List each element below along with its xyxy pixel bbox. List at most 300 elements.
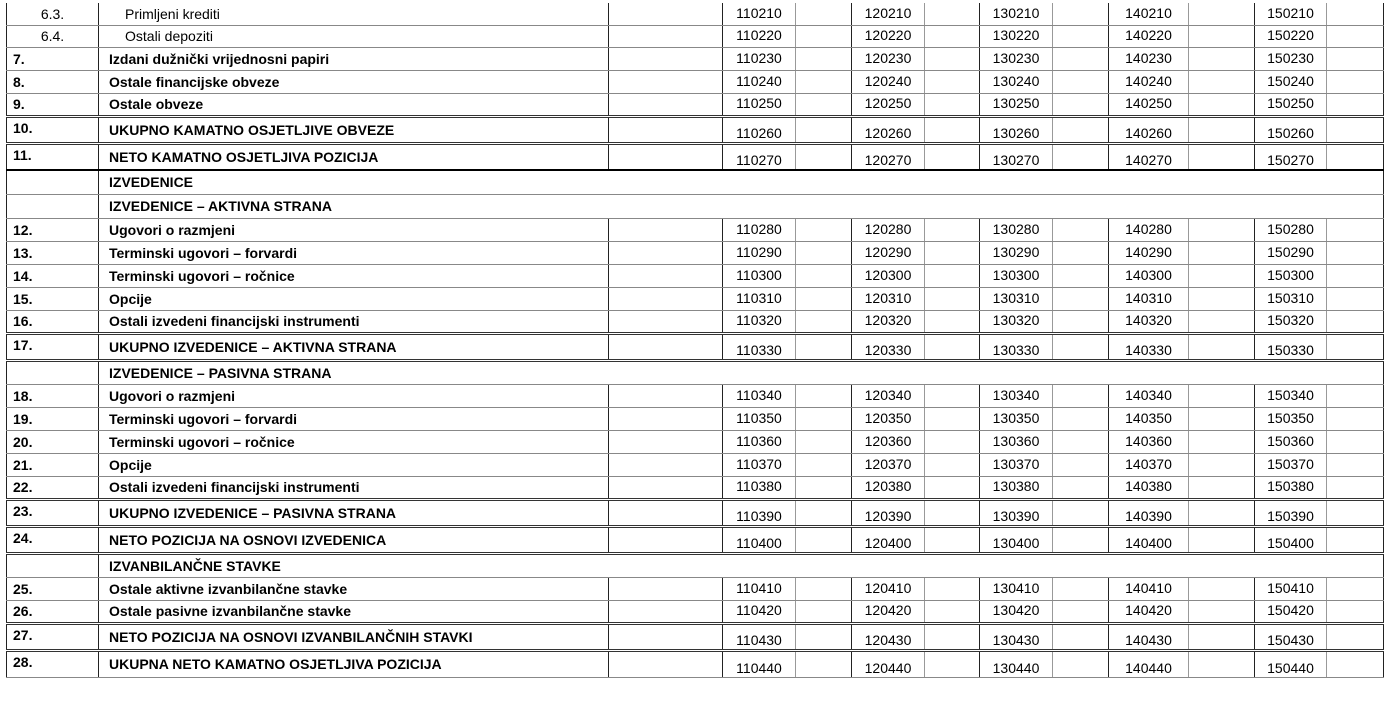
row-code: 110400	[723, 526, 796, 553]
row-label: Terminski ugovori – forvardi	[99, 241, 609, 264]
row-code: 140430	[1109, 623, 1189, 650]
value-cell[interactable]	[1053, 600, 1109, 623]
value-cell[interactable]	[1327, 93, 1384, 116]
row-label: Terminski ugovori – ročnice	[99, 430, 609, 453]
value-cell[interactable]	[1053, 218, 1109, 241]
value-cell[interactable]	[1189, 600, 1255, 623]
row-label: Ostali izvedeni financijski instrumenti	[99, 310, 609, 333]
row-code: 150360	[1255, 430, 1327, 453]
row-code: 110310	[723, 287, 796, 310]
value-cell-description[interactable]	[609, 577, 723, 600]
value-cell-description[interactable]	[609, 241, 723, 264]
row-code: 140410	[1109, 577, 1189, 600]
value-cell-description[interactable]	[609, 476, 723, 499]
row-code: 150260	[1255, 116, 1327, 143]
row-code: 130270	[980, 143, 1053, 170]
value-cell-description[interactable]	[609, 47, 723, 70]
value-cell[interactable]	[1327, 218, 1384, 241]
value-cell[interactable]	[925, 600, 980, 623]
row-code: 140210	[1109, 3, 1189, 25]
table-row	[7, 287, 1384, 310]
row-label: Ugovori o razmjeni	[99, 218, 609, 241]
value-cell[interactable]	[925, 143, 980, 170]
row-code: 140380	[1109, 476, 1189, 499]
value-cell[interactable]	[796, 623, 852, 650]
value-cell[interactable]	[1053, 264, 1109, 287]
row-number: 26.	[7, 600, 99, 623]
row-code: 130390	[980, 499, 1053, 526]
value-cell[interactable]	[1327, 310, 1384, 333]
value-cell-description[interactable]	[609, 333, 723, 360]
row-code: 130310	[980, 287, 1053, 310]
value-cell[interactable]	[796, 143, 852, 170]
value-cell-description[interactable]	[609, 623, 723, 650]
row-label: Primljeni krediti	[99, 3, 609, 25]
section-title: IZVEDENICE – AKTIVNA STRANA	[99, 194, 1384, 218]
row-code: 140320	[1109, 310, 1189, 333]
value-cell[interactable]	[1053, 623, 1109, 650]
row-code: 150390	[1255, 499, 1327, 526]
value-cell[interactable]	[1053, 453, 1109, 476]
row-code: 130330	[980, 333, 1053, 360]
row-label: NETO KAMATNO OSJETLJIVA POZICIJA	[99, 143, 609, 170]
value-cell[interactable]	[925, 3, 980, 25]
table-row	[7, 310, 1384, 333]
value-cell[interactable]	[1327, 453, 1384, 476]
row-code: 140340	[1109, 384, 1189, 407]
row-code: 120350	[852, 407, 925, 430]
row-label: Ostale financijske obveze	[99, 70, 609, 93]
row-code: 140260	[1109, 116, 1189, 143]
value-cell[interactable]	[796, 407, 852, 430]
value-cell[interactable]	[796, 577, 852, 600]
value-cell[interactable]	[1189, 47, 1255, 70]
row-code: 130410	[980, 577, 1053, 600]
row-code: 150340	[1255, 384, 1327, 407]
row-number	[7, 553, 99, 577]
value-cell[interactable]	[1327, 499, 1384, 526]
row-code: 120320	[852, 310, 925, 333]
row-code: 130400	[980, 526, 1053, 553]
row-code: 130440	[980, 650, 1053, 677]
row-code: 120270	[852, 143, 925, 170]
row-code: 130250	[980, 93, 1053, 116]
row-code: 110290	[723, 241, 796, 264]
value-cell-description[interactable]	[609, 70, 723, 93]
section-title: IZVEDENICE – PASIVNA STRANA	[99, 360, 1384, 384]
value-cell[interactable]	[925, 623, 980, 650]
section-title: IZVANBILANČNE STAVKE	[99, 553, 1384, 577]
row-code: 150330	[1255, 333, 1327, 360]
table-row	[7, 526, 1384, 553]
row-code: 140280	[1109, 218, 1189, 241]
row-label: Terminski ugovori – forvardi	[99, 407, 609, 430]
value-cell[interactable]	[925, 47, 980, 70]
row-code: 150300	[1255, 264, 1327, 287]
value-cell-description[interactable]	[609, 526, 723, 553]
value-cell[interactable]	[1053, 47, 1109, 70]
row-code: 110250	[723, 93, 796, 116]
value-cell[interactable]	[1053, 93, 1109, 116]
value-cell-description[interactable]	[609, 453, 723, 476]
value-cell[interactable]	[1189, 333, 1255, 360]
value-cell[interactable]	[796, 333, 852, 360]
row-code: 110320	[723, 310, 796, 333]
value-cell[interactable]	[1189, 623, 1255, 650]
value-cell[interactable]	[1189, 407, 1255, 430]
value-cell[interactable]	[796, 384, 852, 407]
row-number	[7, 170, 99, 194]
row-code: 120230	[852, 47, 925, 70]
row-label: UKUPNO KAMATNO OSJETLJIVE OBVEZE	[99, 116, 609, 143]
value-cell[interactable]	[925, 384, 980, 407]
value-cell[interactable]	[925, 577, 980, 600]
row-code: 140230	[1109, 47, 1189, 70]
value-cell[interactable]	[1327, 407, 1384, 430]
value-cell[interactable]	[1053, 143, 1109, 170]
row-code: 120390	[852, 499, 925, 526]
row-code: 130260	[980, 116, 1053, 143]
row-label: UKUPNA NETO KAMATNO OSJETLJIVA POZICIJA	[99, 650, 609, 677]
value-cell[interactable]	[925, 287, 980, 310]
value-cell[interactable]	[1189, 310, 1255, 333]
value-cell[interactable]	[925, 218, 980, 241]
row-code: 110300	[723, 264, 796, 287]
row-code: 140300	[1109, 264, 1189, 287]
value-cell[interactable]	[1327, 241, 1384, 264]
row-code: 150210	[1255, 3, 1327, 25]
value-cell[interactable]	[796, 476, 852, 499]
value-cell[interactable]	[796, 600, 852, 623]
row-code: 140400	[1109, 526, 1189, 553]
value-cell[interactable]	[796, 650, 852, 677]
row-code: 120370	[852, 453, 925, 476]
value-cell[interactable]	[1327, 70, 1384, 93]
value-cell[interactable]	[1053, 3, 1109, 25]
row-code: 120360	[852, 430, 925, 453]
row-code: 140330	[1109, 333, 1189, 360]
row-number: 27.	[7, 623, 99, 650]
value-cell[interactable]	[796, 430, 852, 453]
row-code: 140440	[1109, 650, 1189, 677]
value-cell[interactable]	[1053, 650, 1109, 677]
value-cell-description[interactable]	[609, 218, 723, 241]
table-row	[7, 143, 1384, 170]
table-row	[7, 453, 1384, 476]
value-cell[interactable]	[1327, 384, 1384, 407]
value-cell[interactable]	[796, 3, 852, 25]
table-row	[7, 384, 1384, 407]
row-code: 110330	[723, 333, 796, 360]
row-number: 25.	[7, 577, 99, 600]
value-cell[interactable]	[1327, 623, 1384, 650]
value-cell[interactable]	[925, 116, 980, 143]
row-code: 140240	[1109, 70, 1189, 93]
value-cell[interactable]	[925, 25, 980, 47]
row-code: 120260	[852, 116, 925, 143]
value-cell[interactable]	[1327, 287, 1384, 310]
row-label: Opcije	[99, 287, 609, 310]
row-code: 130230	[980, 47, 1053, 70]
row-number: 6.3.	[7, 3, 99, 25]
table-body	[7, 3, 1384, 677]
value-cell[interactable]	[1189, 650, 1255, 677]
row-code: 120440	[852, 650, 925, 677]
value-cell[interactable]	[925, 93, 980, 116]
row-code: 130220	[980, 25, 1053, 47]
value-cell[interactable]	[1053, 430, 1109, 453]
table-row	[7, 218, 1384, 241]
row-code: 110270	[723, 143, 796, 170]
value-cell[interactable]	[925, 430, 980, 453]
row-number: 17.	[7, 333, 99, 360]
value-cell[interactable]	[1053, 526, 1109, 553]
row-code: 140290	[1109, 241, 1189, 264]
value-cell-description[interactable]	[609, 650, 723, 677]
table-row	[7, 264, 1384, 287]
row-code: 110390	[723, 499, 796, 526]
value-cell[interactable]	[1327, 430, 1384, 453]
row-code: 120420	[852, 600, 925, 623]
value-cell[interactable]	[1327, 47, 1384, 70]
value-cell[interactable]	[1327, 600, 1384, 623]
row-code: 110230	[723, 47, 796, 70]
value-cell[interactable]	[1053, 241, 1109, 264]
row-number: 15.	[7, 287, 99, 310]
row-code: 130280	[980, 218, 1053, 241]
row-code: 110280	[723, 218, 796, 241]
value-cell[interactable]	[1053, 577, 1109, 600]
value-cell-description[interactable]	[609, 407, 723, 430]
row-number	[7, 360, 99, 384]
value-cell[interactable]	[1327, 264, 1384, 287]
row-number: 11.	[7, 143, 99, 170]
value-cell[interactable]	[1189, 218, 1255, 241]
row-label: Ostali izvedeni financijski instrumenti	[99, 476, 609, 499]
value-cell-description[interactable]	[609, 287, 723, 310]
value-cell[interactable]	[1189, 93, 1255, 116]
row-code: 120340	[852, 384, 925, 407]
value-cell[interactable]	[925, 407, 980, 430]
value-cell-description[interactable]	[609, 310, 723, 333]
value-cell[interactable]	[1053, 287, 1109, 310]
row-code: 110220	[723, 25, 796, 47]
value-cell[interactable]	[1053, 476, 1109, 499]
table-row	[7, 70, 1384, 93]
table-row	[7, 623, 1384, 650]
value-cell[interactable]	[796, 218, 852, 241]
value-cell[interactable]	[1053, 384, 1109, 407]
row-number: 6.4.	[7, 25, 99, 47]
value-cell[interactable]	[1189, 577, 1255, 600]
value-cell[interactable]	[925, 70, 980, 93]
row-number: 8.	[7, 70, 99, 93]
value-cell[interactable]	[1189, 143, 1255, 170]
value-cell[interactable]	[796, 310, 852, 333]
table-row	[7, 93, 1384, 116]
row-number: 21.	[7, 453, 99, 476]
value-cell[interactable]	[925, 499, 980, 526]
value-cell[interactable]	[1053, 333, 1109, 360]
value-cell[interactable]	[1327, 25, 1384, 47]
row-code: 110350	[723, 407, 796, 430]
row-number: 9.	[7, 93, 99, 116]
value-cell[interactable]	[796, 241, 852, 264]
row-number: 12.	[7, 218, 99, 241]
value-cell[interactable]	[1189, 116, 1255, 143]
value-cell[interactable]	[925, 333, 980, 360]
value-cell[interactable]	[796, 47, 852, 70]
value-cell[interactable]	[1189, 476, 1255, 499]
value-cell[interactable]	[1053, 116, 1109, 143]
row-code: 130350	[980, 407, 1053, 430]
value-cell[interactable]	[796, 526, 852, 553]
value-cell[interactable]	[1189, 526, 1255, 553]
table-row	[7, 407, 1384, 430]
value-cell[interactable]	[1189, 499, 1255, 526]
value-cell-description[interactable]	[609, 93, 723, 116]
row-number: 13.	[7, 241, 99, 264]
row-label: Ugovori o razmjeni	[99, 384, 609, 407]
value-cell[interactable]	[796, 93, 852, 116]
value-cell[interactable]	[1189, 430, 1255, 453]
value-cell-description[interactable]	[609, 384, 723, 407]
value-cell[interactable]	[925, 650, 980, 677]
row-code: 130370	[980, 453, 1053, 476]
row-code: 110380	[723, 476, 796, 499]
row-code: 110260	[723, 116, 796, 143]
value-cell[interactable]	[1053, 499, 1109, 526]
row-code: 120430	[852, 623, 925, 650]
row-label: NETO POZICIJA NA OSNOVI IZVEDENICA	[99, 526, 609, 553]
row-label: Izdani dužnički vrijednosni papiri	[99, 47, 609, 70]
row-code: 130340	[980, 384, 1053, 407]
value-cell-description[interactable]	[609, 600, 723, 623]
table-row	[7, 600, 1384, 623]
value-cell[interactable]	[1189, 3, 1255, 25]
row-code: 150400	[1255, 526, 1327, 553]
row-code: 150320	[1255, 310, 1327, 333]
value-cell-description[interactable]	[609, 264, 723, 287]
row-code: 130290	[980, 241, 1053, 264]
value-cell[interactable]	[1189, 264, 1255, 287]
value-cell-description[interactable]	[609, 143, 723, 170]
value-cell[interactable]	[925, 310, 980, 333]
value-cell[interactable]	[1327, 476, 1384, 499]
row-code: 130210	[980, 3, 1053, 25]
row-number: 28.	[7, 650, 99, 677]
row-code: 110440	[723, 650, 796, 677]
table-row	[7, 3, 1384, 25]
value-cell[interactable]	[1327, 650, 1384, 677]
value-cell[interactable]	[925, 241, 980, 264]
interest-rate-sensitivity-table	[6, 3, 1384, 678]
value-cell[interactable]	[1327, 333, 1384, 360]
table-row	[7, 499, 1384, 526]
row-code: 120220	[852, 25, 925, 47]
value-cell[interactable]	[1053, 407, 1109, 430]
value-cell[interactable]	[1189, 70, 1255, 93]
value-cell-description[interactable]	[609, 116, 723, 143]
value-cell[interactable]	[796, 116, 852, 143]
row-code: 140350	[1109, 407, 1189, 430]
value-cell[interactable]	[1053, 25, 1109, 47]
value-cell[interactable]	[796, 453, 852, 476]
row-code: 120310	[852, 287, 925, 310]
value-cell[interactable]	[796, 287, 852, 310]
value-cell-description[interactable]	[609, 3, 723, 25]
row-label: Ostali depoziti	[99, 25, 609, 47]
value-cell[interactable]	[1327, 143, 1384, 170]
row-code: 110240	[723, 70, 796, 93]
row-code: 130300	[980, 264, 1053, 287]
table-row	[7, 577, 1384, 600]
row-code: 140360	[1109, 430, 1189, 453]
value-cell[interactable]	[1327, 3, 1384, 25]
value-cell[interactable]	[796, 25, 852, 47]
row-code: 130240	[980, 70, 1053, 93]
row-code: 150410	[1255, 577, 1327, 600]
value-cell-description[interactable]	[609, 499, 723, 526]
value-cell[interactable]	[1189, 241, 1255, 264]
value-cell[interactable]	[1053, 310, 1109, 333]
table-row	[7, 650, 1384, 677]
row-code: 140220	[1109, 25, 1189, 47]
row-code: 150380	[1255, 476, 1327, 499]
row-code: 110210	[723, 3, 796, 25]
row-code: 120380	[852, 476, 925, 499]
section-header-row	[7, 194, 1384, 218]
row-code: 120280	[852, 218, 925, 241]
row-code: 150430	[1255, 623, 1327, 650]
value-cell[interactable]	[1327, 116, 1384, 143]
value-cell[interactable]	[1189, 287, 1255, 310]
value-cell-description[interactable]	[609, 430, 723, 453]
row-code: 120300	[852, 264, 925, 287]
value-cell[interactable]	[925, 264, 980, 287]
row-code: 120410	[852, 577, 925, 600]
value-cell[interactable]	[925, 476, 980, 499]
row-label: Ostale pasivne izvanbilančne stavke	[99, 600, 609, 623]
row-label: Ostale aktivne izvanbilančne stavke	[99, 577, 609, 600]
row-code: 150230	[1255, 47, 1327, 70]
row-code: 150350	[1255, 407, 1327, 430]
section-header-row	[7, 170, 1384, 194]
row-number	[7, 194, 99, 218]
value-cell[interactable]	[796, 264, 852, 287]
value-cell-description[interactable]	[609, 25, 723, 47]
value-cell[interactable]	[1189, 384, 1255, 407]
value-cell[interactable]	[1327, 577, 1384, 600]
value-cell[interactable]	[796, 499, 852, 526]
value-cell[interactable]	[1189, 25, 1255, 47]
row-number: 24.	[7, 526, 99, 553]
row-number: 22.	[7, 476, 99, 499]
row-code: 110410	[723, 577, 796, 600]
row-code: 120400	[852, 526, 925, 553]
table-row	[7, 25, 1384, 47]
value-cell[interactable]	[925, 453, 980, 476]
section-header-row	[7, 360, 1384, 384]
value-cell[interactable]	[796, 70, 852, 93]
row-code: 150420	[1255, 600, 1327, 623]
value-cell[interactable]	[1189, 453, 1255, 476]
value-cell[interactable]	[1327, 526, 1384, 553]
value-cell[interactable]	[925, 526, 980, 553]
value-cell[interactable]	[1053, 70, 1109, 93]
row-code: 120240	[852, 70, 925, 93]
row-number: 19.	[7, 407, 99, 430]
